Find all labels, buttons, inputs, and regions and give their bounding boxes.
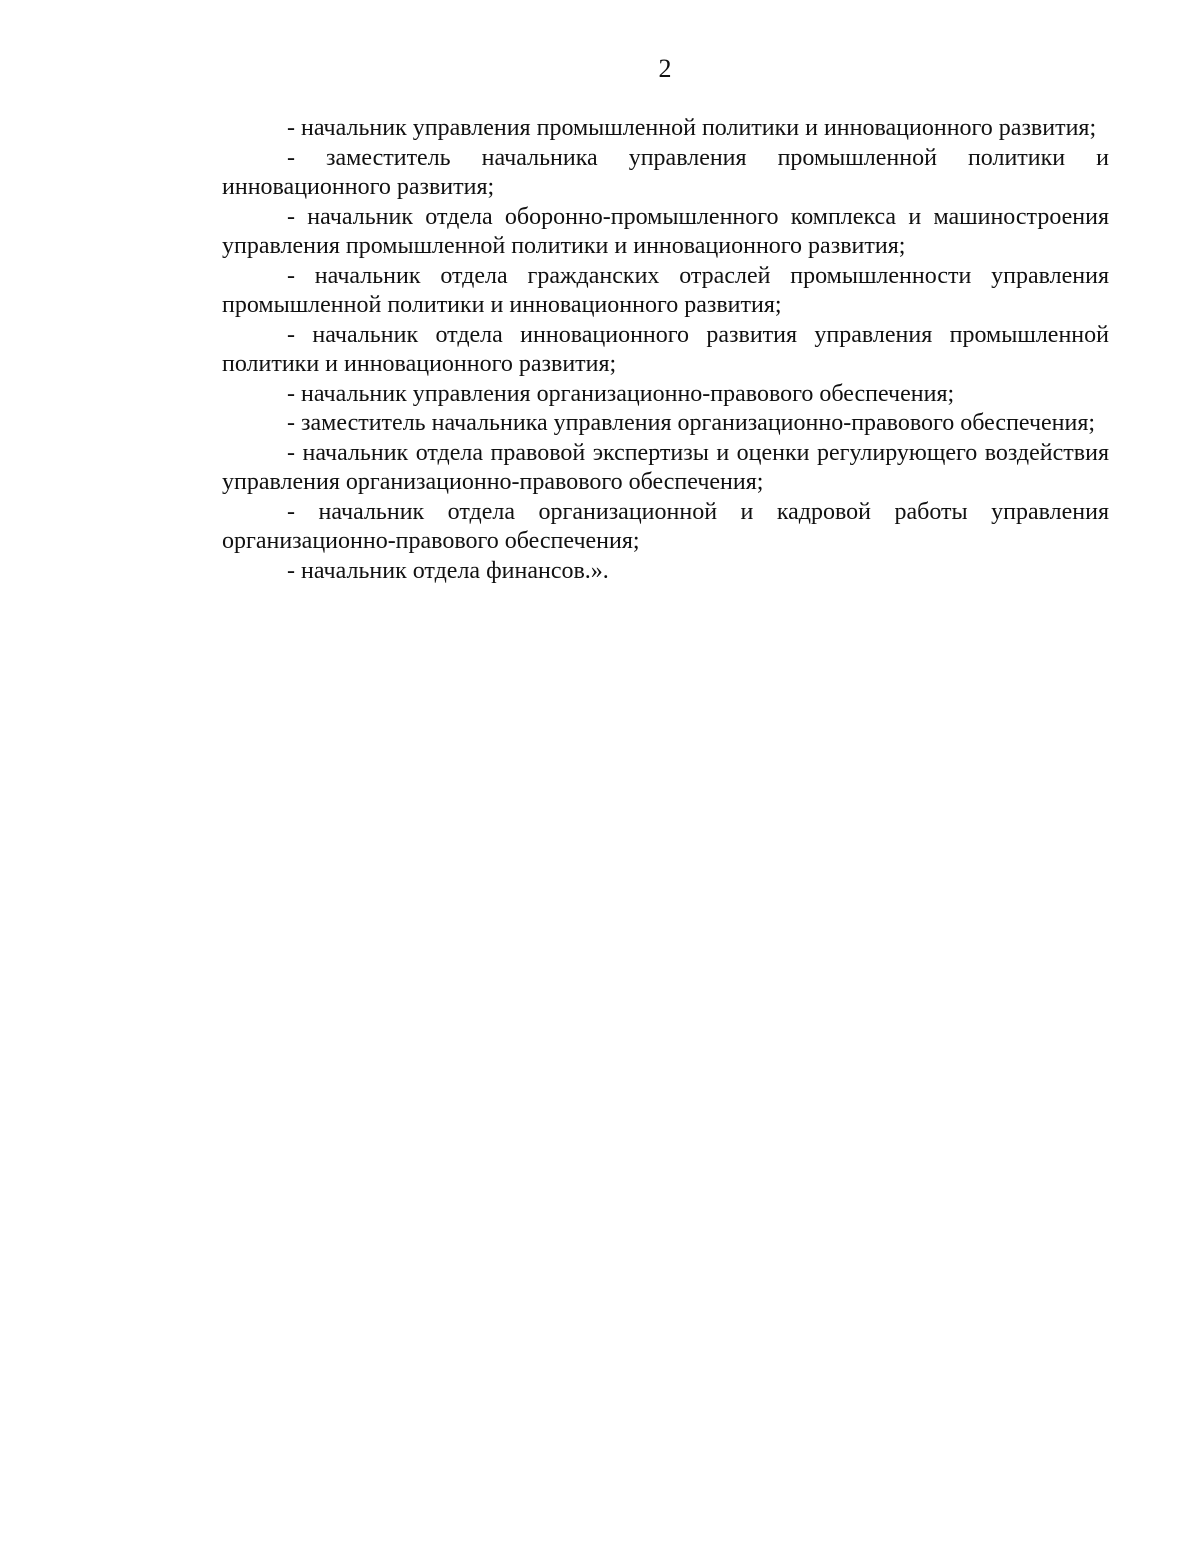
list-item: - начальник отдела гражданских отраслей промышленности управления промышленной политики и инновационного развития; [222, 262, 1109, 318]
list-item: - начальник управления промышленной политики и инновационного развития; [287, 115, 1097, 141]
list-item: - начальник отдела правовой экспертизы и оценки регулирующего воздействия управления организационно-правового обеспечения; [222, 439, 1109, 495]
list-item: - начальник управления организационно-правового обеспечения; [287, 380, 955, 407]
list-item: - заместитель начальника управления организационно-правового обеспечения; [287, 410, 1096, 436]
list-item: - начальник отдела оборонно-промышленного комплекса и машиностроения управления промышленной политики и инновационного развития; [222, 203, 1109, 259]
list-item: - начальник отдела финансов.». [287, 557, 609, 584]
list-item: - начальник отдела инновационного развития управления промышленной политики и инновационного развития; [222, 321, 1109, 377]
list-item: - начальник отдела организационной и кадровой работы управления организационно-правового обеспечения; [222, 498, 1109, 554]
list-item: - заместитель начальника управления промышленной политики и инновационного развития; [222, 144, 1109, 200]
document-body [222, 114, 1109, 586]
page-number: 2 [658, 54, 672, 83]
